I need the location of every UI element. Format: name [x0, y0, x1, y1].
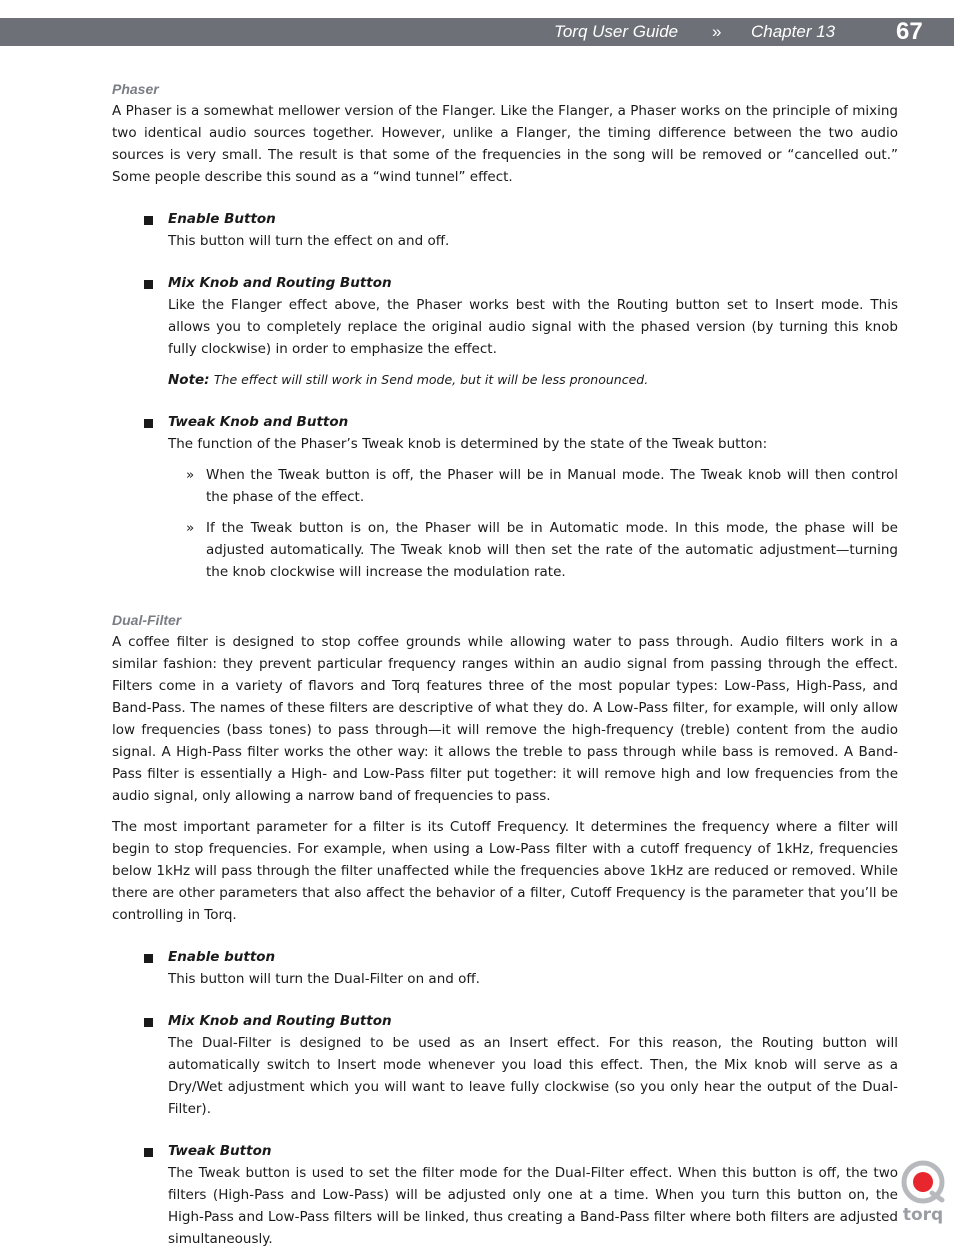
page-number: 67	[896, 18, 923, 45]
dual-filter-tweak-title: Tweak Button	[168, 1143, 272, 1159]
dual-filter-tweak-text: The Tweak button is used to set the filter mode for the Dual-Filter effect. When this button is off, the two filters (High-Pass and Low-Pass) will be adjusted only one at a time. When you turn this button on, the High-Pass and Low-Pass filters will be linked, thus creating a Band-Pass filter where both filters are adjusted simultaneously.	[168, 1165, 898, 1247]
phaser-note	[168, 369, 898, 391]
phaser-mix-title: Mix Knob and Routing Button	[168, 275, 392, 291]
phaser-tweak-title: Tweak Knob and Button	[168, 414, 349, 430]
phaser-tweak-sub-1	[168, 464, 898, 508]
dual-filter-heading: Dual-Filter	[112, 612, 182, 628]
bullet-square-icon	[144, 1018, 153, 1027]
dual-filter-mix-item	[112, 1010, 898, 1120]
phaser-tweak-text: The function of the Phaser’s Tweak knob is determined by the state of the Tweak button:	[168, 436, 768, 452]
dual-filter-mix-text: The Dual-Filter is designed to be used as an Insert effect. For this reason, the Routing button will automatically switch to Insert mode whenever you load this effect. Then, the Mix knob will serve as a Dry/Wet adjustment which you will want to leave fully clockwise (so you only hear the output of the Dual-Filter).	[168, 1035, 898, 1117]
sub-bullet-marker: »	[186, 467, 195, 483]
torq-logo	[898, 1160, 948, 1226]
phaser-tweak-sub-2	[168, 517, 898, 583]
phaser-tweak-item	[112, 411, 898, 583]
phaser-tweak-sub-2-text: If the Tweak button is on, the Phaser will be in Automatic mode. In this mode, the phase will be adjusted automatically. The Tweak knob will then set the rate of the automatic adjustment—turning the knob clockwise will increase the modulation rate.	[206, 520, 898, 580]
dual-filter-enable-text: This button will turn the Dual-Filter on and off.	[168, 971, 480, 987]
header-guide-title: Torq User Guide	[554, 22, 679, 41]
note-text: The effect will still work in Send mode, but it will be less pronounced.	[213, 372, 649, 387]
page-header	[0, 18, 954, 46]
phaser-enable-text: This button will turn the effect on and off.	[168, 233, 450, 249]
phaser-heading: Phaser	[112, 81, 159, 97]
page-content	[112, 79, 898, 1259]
bullet-square-icon	[144, 216, 153, 225]
phaser-mix-text: Like the Flanger effect above, the Phaser works best with the Routing button set to Insert mode. This allows you to completely replace the original audio signal with the phased version (by turning this knob fully clockwise) in order to emphasize the effect.	[168, 297, 898, 357]
dual-filter-mix-title: Mix Knob and Routing Button	[168, 1013, 392, 1029]
phaser-tweak-sub-1-text: When the Tweak button is off, the Phaser will be in Manual mode. The Tweak knob will then control the phase of the effect.	[206, 467, 898, 505]
bullet-square-icon	[144, 280, 153, 289]
phaser-enable-item	[112, 208, 898, 252]
sub-bullet-marker: »	[186, 520, 195, 536]
dual-filter-tweak-item	[112, 1140, 898, 1250]
note-label: Note:	[168, 372, 210, 388]
header-chapter: Chapter 13	[751, 22, 836, 41]
bullet-square-icon	[144, 954, 153, 963]
phaser-intro: A Phaser is a somewhat mellower version of the Flanger. Like the Flanger, a Phaser works on the principle of mixing two identical audio sources together. However, unlike a Flanger, the timing difference between the two audio sources is very small. The result is that some of the frequencies in the song will be removed or “cancelled out.” Some people describe this sound as a “wind tunnel” effect.	[112, 103, 898, 185]
bullet-square-icon	[144, 419, 153, 428]
phaser-mix-item	[112, 272, 898, 391]
header-separator: »	[712, 22, 722, 41]
dual-filter-enable-item	[112, 946, 898, 990]
phaser-enable-title: Enable Button	[168, 211, 276, 227]
dual-filter-para-2: The most important parameter for a filter is its Cutoff Frequency. It determines the frequency where a filter will begin to stop frequencies. For example, when using a Low-Pass filter with a cutoff frequency of 1kHz, frequencies below 1kHz will pass through the filter unaffected while the frequencies above 1kHz are reduced or removed. While there are other parameters that also affect the behavior of a filter, Cutoff Frequency is the parameter that you’ll be controlling in Torq.	[112, 819, 898, 923]
logo-text: torq	[902, 1205, 944, 1225]
bullet-square-icon	[144, 1148, 153, 1157]
dual-filter-para-1: A coffee filter is designed to stop coffee grounds while allowing water to pass through. Audio filters work in a similar fashion: they prevent particular frequency ranges within an audio signal from passing through the effect. Filters come in a variety of flavors and Torq features three of the most popular types: Low-Pass, High-Pass, and Band-Pass. The names of these filters are descriptive of what they do. A Low-Pass filter, for example, will only allow low frequencies (bass tones) to pass through—it will remove the high-frequency (treble) content from the audio signal. A High-Pass filter works the other way: it allows the treble to pass through while bass is removed. A Band-Pass filter is essentially a High- and Low-Pass filter put together: it will remove high and low frequencies from the audio signal, only allowing a narrow band of frequencies to pass.	[112, 634, 898, 804]
torq-logo-icon	[898, 1160, 948, 1226]
dual-filter-enable-title: Enable button	[168, 949, 276, 965]
